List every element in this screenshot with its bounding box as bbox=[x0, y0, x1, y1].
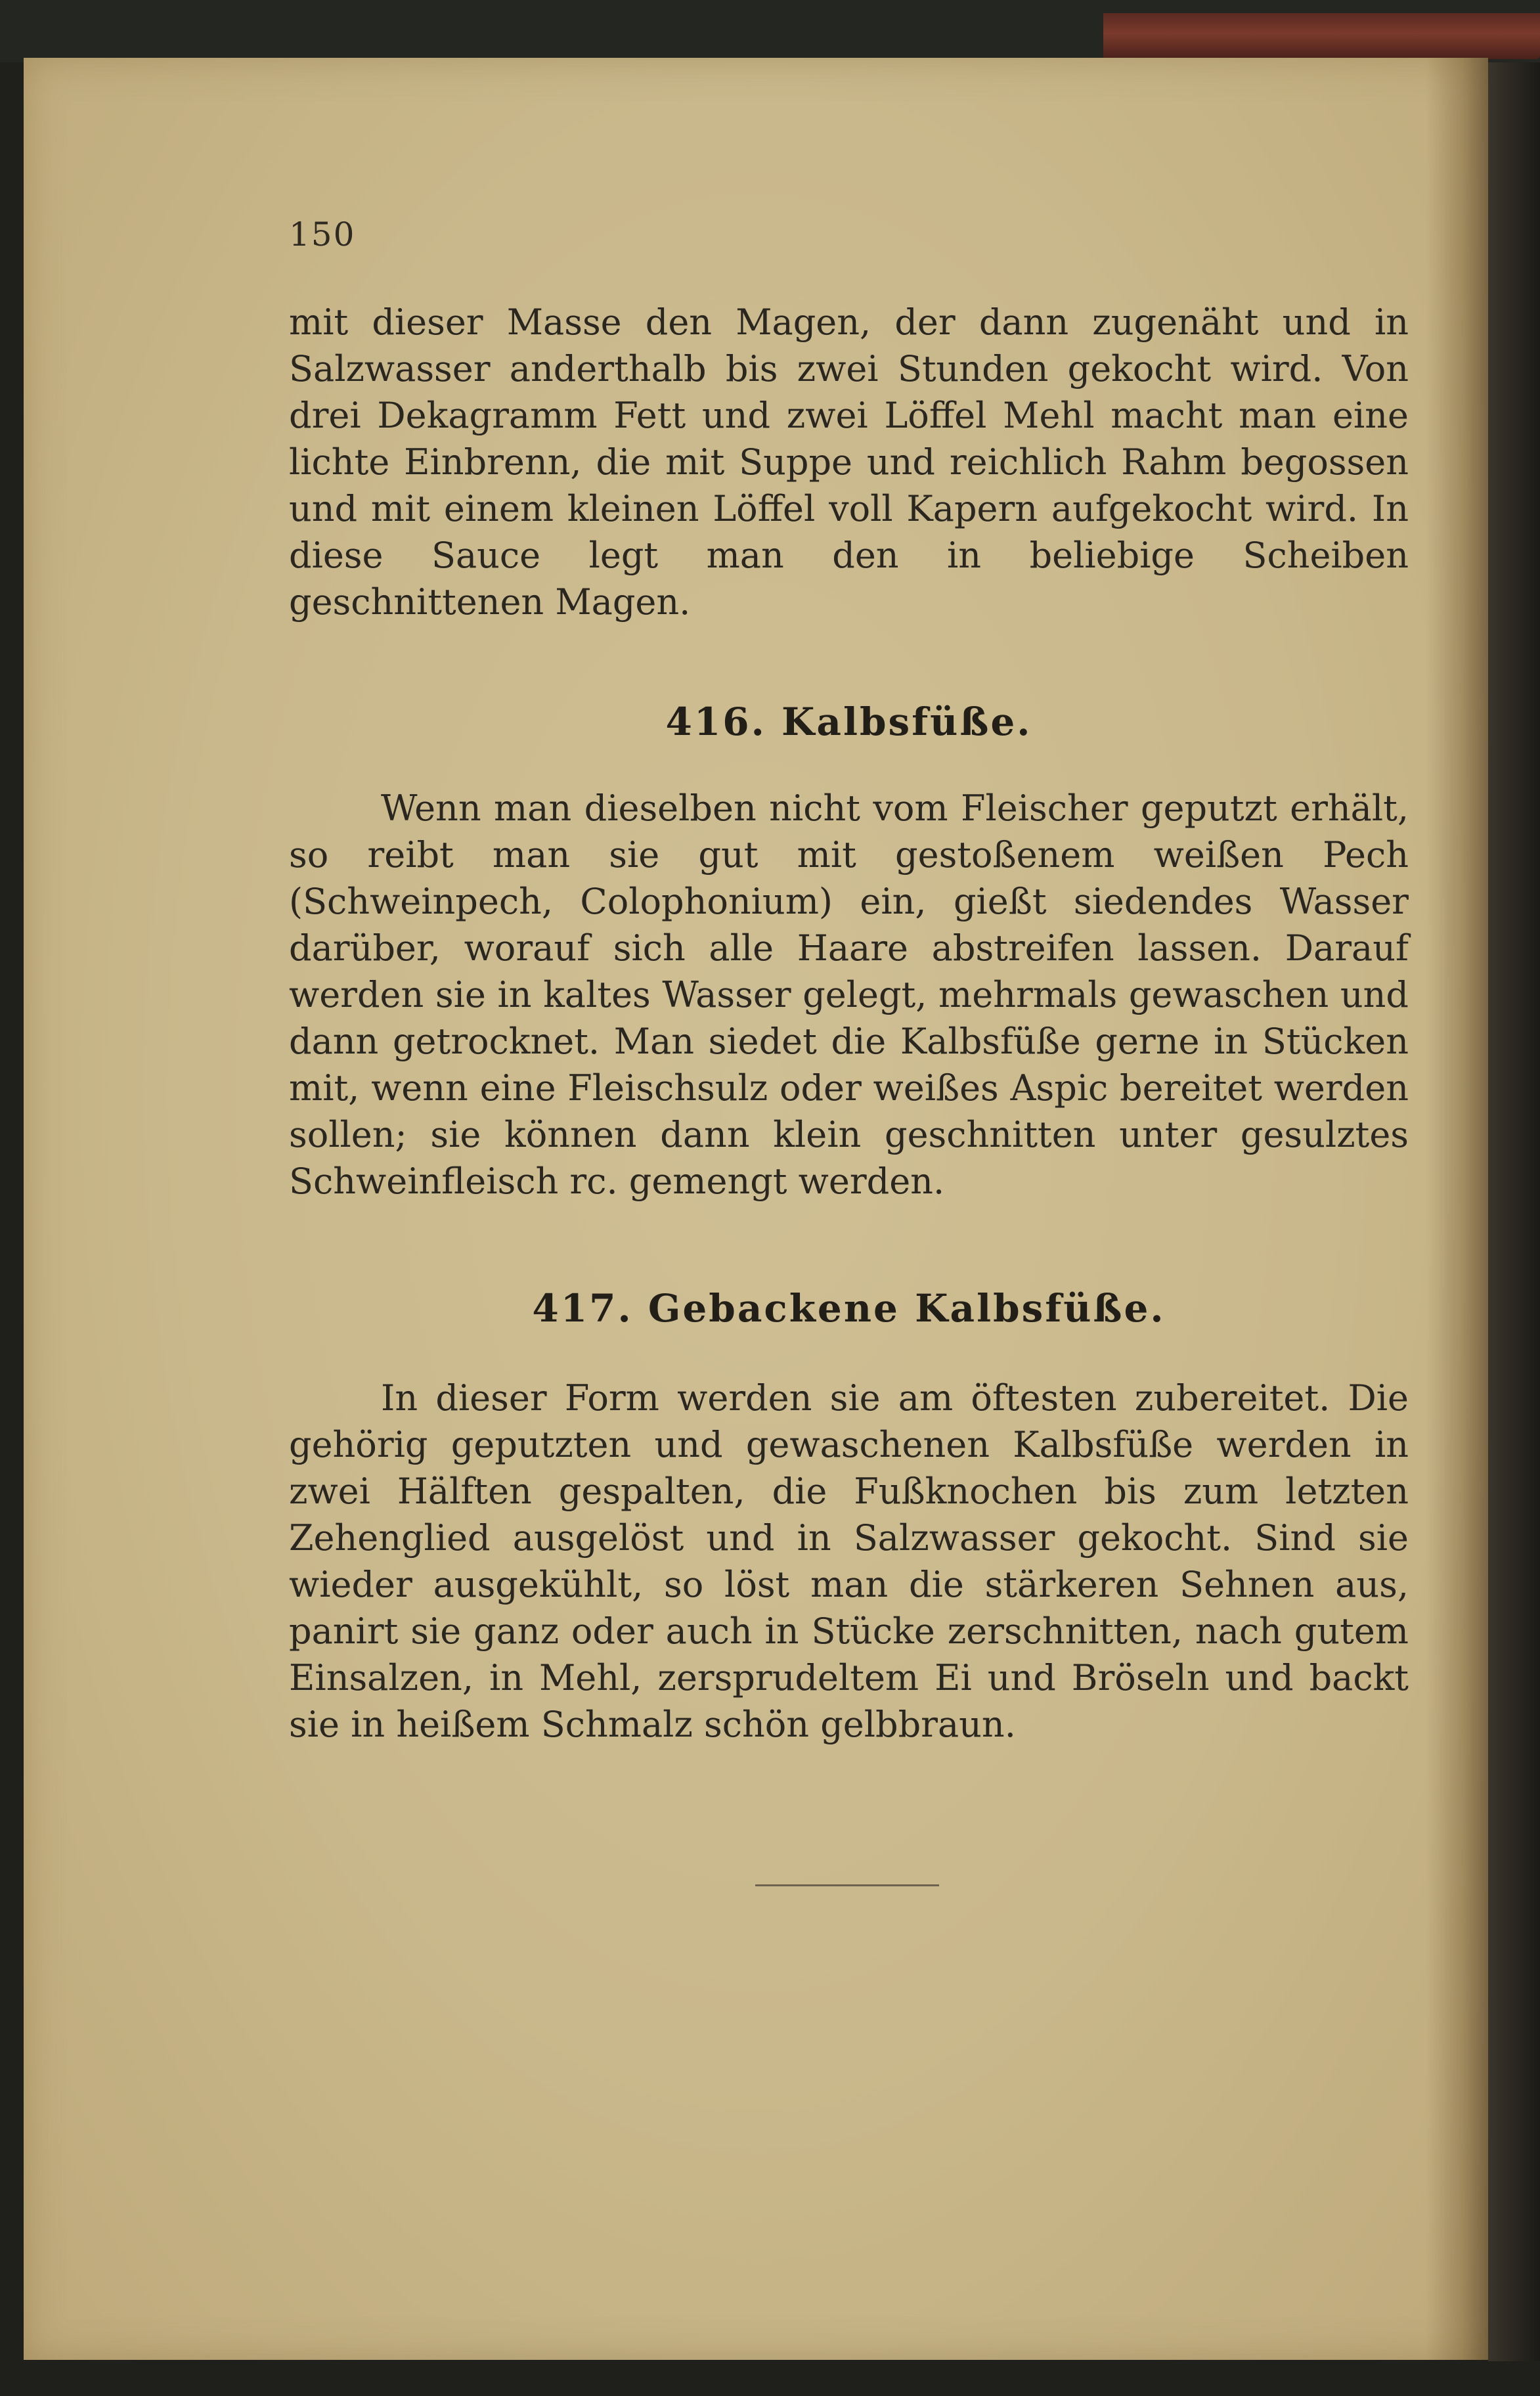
section-end-rule bbox=[755, 1884, 939, 1886]
page-number: 150 bbox=[289, 215, 356, 254]
book-binding-edge bbox=[1103, 13, 1540, 59]
page-gutter-shadow bbox=[1426, 58, 1488, 2360]
paragraph-recipe-416: Wenn man dieselben nicht vom Fleischer geputzt erhält, so reibt man sie gut mit gestoßenem weißen Pech (Schweinpech, Colophonium) ein, gießt siedendes Wasser darüber, worauf sich alle Haare abstreifen lassen. Darauf werden sie in kaltes Wasser gelegt, mehrmals gewaschen und dann getrocknet. Man siedet die Kalbsfüße gerne in Stücken mit, wenn eine Fleischsulz oder weißes Aspic bereitet werden sollen; sie können dann klein geschnitten unter gesulztes Schweinfleisch rc. gemengt werden. bbox=[289, 788, 1409, 1202]
paragraph-recipe-417: In dieser Form werden sie am öftesten zubereitet. Die gehörig geputzten und gewaschenen Kalbsfüße werden in zwei Hälften gespalten, die Fußknochen bis zum letzten Zehenglied ausgelöst und in Salzwasser gekocht. Sind sie wieder ausgekühlt, so löst man die stärkeren Sehnen aus, panirt sie ganz oder auch in Stücke zerschnitten, nach gutem Einsalzen, in Mehl, zersprudeltem Ei und Bröseln und backt sie in heißem Schmalz schön gelbbraun. bbox=[289, 1377, 1409, 1745]
recipe-heading-416: 416. Kalbsfüße. bbox=[665, 699, 1032, 744]
recipe-heading-417: 417. Gebackene Kalbsfüße. bbox=[532, 1286, 1166, 1331]
paragraph-continuation: mit dieser Masse den Magen, der dann zugenäht und in Salzwasser anderthalb bis zwei Stunden gekocht wird. Von drei Dekagramm Fett und zwei Löffel Mehl macht man eine lichte Einbrenn, die mit Suppe und reichlich Rahm begossen und mit einem kleinen Löffel voll Kapern aufgekocht wird. In diese Sauce legt man den in beliebige Scheiben geschnittenen Magen. bbox=[289, 301, 1409, 623]
scan-background-right bbox=[1488, 62, 1540, 2361]
